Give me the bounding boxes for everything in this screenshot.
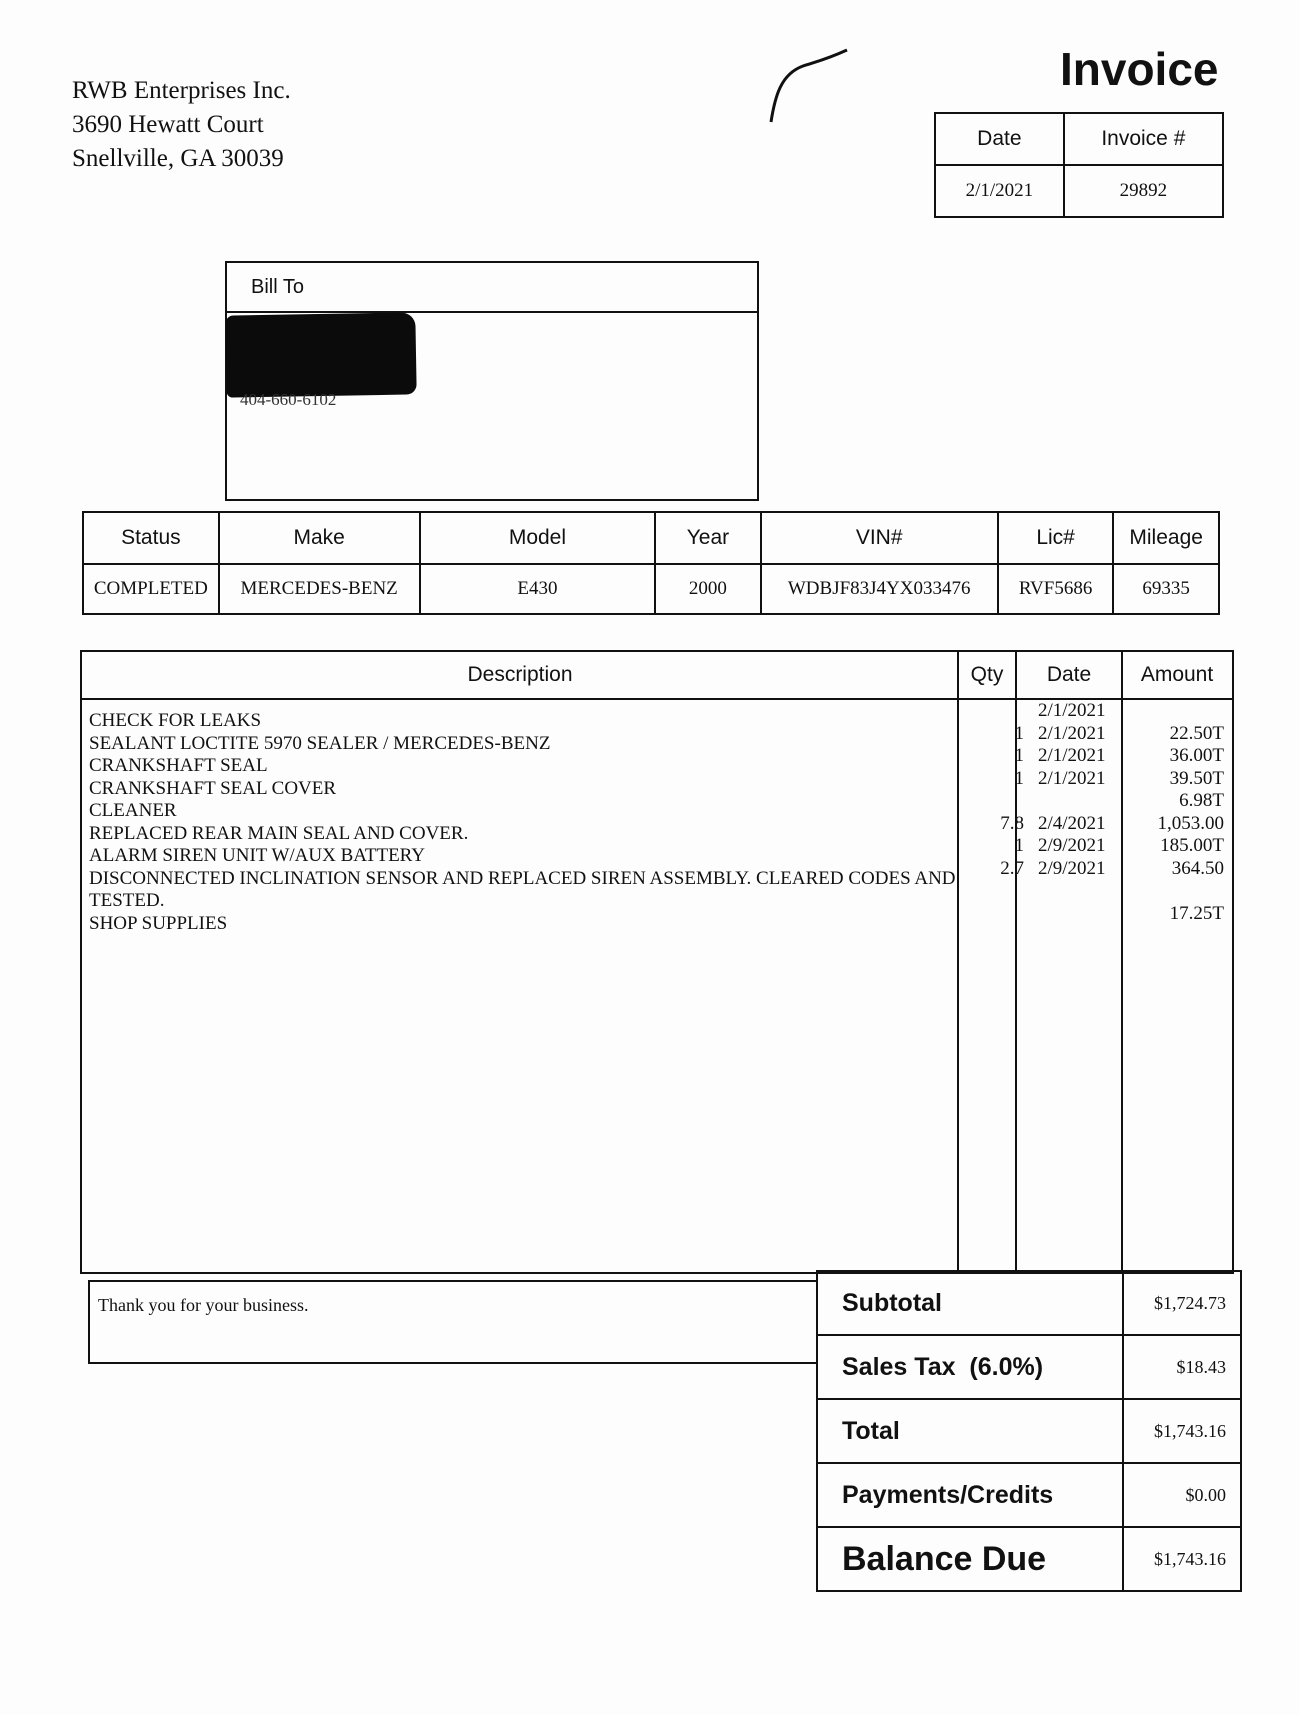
invoice-title: Invoice (1060, 43, 1219, 95)
sales-tax-label: Sales Tax (6.0%) (817, 1335, 1123, 1399)
line-item-description: DISCONNECTED INCLINATION SENSOR AND REPLACED SIREN ASSEMBLY. CLEARED CODES AND TESTED. (89, 867, 956, 911)
amount-header: Amount (1122, 652, 1232, 700)
subtotal-value: $1,724.73 (1123, 1271, 1241, 1335)
line-item-amount: 17.25T (1169, 902, 1224, 924)
bill-to-phone-fragment: 404-660-6102 (240, 390, 337, 409)
line-item-date: 2/1/2021 (1038, 700, 1106, 721)
vehicle-header: Status (83, 512, 219, 564)
vehicle-table (82, 511, 1220, 615)
vehicle-header: Model (420, 512, 656, 564)
vehicle-header: Mileage (1113, 512, 1219, 564)
line-item-date: 2/1/2021 (1038, 767, 1106, 789)
line-item-qty: 1 (1014, 722, 1024, 744)
line-item-date: 2/9/2021 (1038, 857, 1106, 879)
line-item-description: CLEANER (89, 800, 177, 821)
line-item-description: SEALANT LOCTITE 5970 SEALER / MERCEDES-BENZ (89, 732, 551, 754)
line-item-qty (958, 790, 1024, 813)
vehicle-year: 2000 (655, 564, 760, 614)
vehicle-status: COMPLETED (83, 564, 219, 614)
date-header: Date (1016, 652, 1122, 700)
description-column (89, 710, 969, 935)
payments-label: Payments/Credits (817, 1463, 1123, 1527)
line-item-amount (1132, 880, 1224, 903)
line-item-description: CRANKSHAFT SEAL (89, 755, 268, 776)
line-item-amount: 36.00T (1169, 745, 1224, 766)
balance-due-label: Balance Due (817, 1527, 1123, 1591)
line-item-description: CHECK FOR LEAKS (89, 710, 262, 731)
vehicle-vin: WDBJF83J4YX033476 (761, 564, 998, 614)
amount-column (1132, 700, 1224, 925)
qty-column (958, 700, 1024, 880)
vehicle-header: Make (219, 512, 420, 564)
line-item-amount: 364.50 (1171, 857, 1224, 879)
total-label: Total (817, 1399, 1123, 1463)
vehicle-header: VIN# (761, 512, 998, 564)
vehicle-license: RVF5686 (998, 564, 1113, 614)
line-item-qty (958, 700, 1024, 723)
invoice-meta-table (934, 112, 1224, 218)
qty-header: Qty (958, 652, 1016, 700)
line-item-qty: 1 (1014, 835, 1024, 856)
vehicle-make: MERCEDES-BENZ (219, 564, 420, 614)
thank-you-box (88, 1280, 818, 1364)
company-city: Snellville, GA 30039 (72, 145, 284, 172)
line-item-description: SHOP SUPPLIES (89, 912, 228, 934)
line-item-description: ALARM SIREN UNIT W/AUX BATTERY (89, 845, 426, 866)
redaction-mark (225, 312, 416, 397)
line-items-table (80, 650, 1234, 1274)
line-item-amount: 6.98T (1179, 790, 1224, 811)
pen-mark (765, 46, 855, 126)
vehicle-model: E430 (420, 564, 656, 614)
line-item-amount: 39.50T (1169, 767, 1224, 789)
date-header: Date (935, 113, 1064, 165)
line-item-amount: 185.00T (1160, 835, 1224, 856)
line-item-date: 2/4/2021 (1038, 812, 1106, 834)
sales-tax-value: $18.43 (1123, 1335, 1241, 1399)
total-value: $1,743.16 (1123, 1399, 1241, 1463)
totals-table (816, 1270, 1242, 1592)
line-item-description: CRANKSHAFT SEAL COVER (89, 777, 337, 799)
line-item-date: 2/1/2021 (1038, 745, 1106, 766)
vehicle-mileage: 69335 (1113, 564, 1219, 614)
thank-you-note: Thank you for your business. (98, 1295, 309, 1315)
subtotal-label: Subtotal (817, 1271, 1123, 1335)
invoice-number: 29892 (1064, 165, 1223, 217)
balance-due-value: $1,743.16 (1123, 1527, 1241, 1591)
line-item-qty: 1 (1014, 767, 1024, 789)
invoice-number-header: Invoice # (1064, 113, 1223, 165)
payments-value: $0.00 (1123, 1463, 1241, 1527)
company-address (72, 74, 291, 176)
line-item-qty: 7.8 (1000, 812, 1024, 834)
vehicle-header: Year (655, 512, 760, 564)
line-item-amount: 1,053.00 (1157, 812, 1224, 834)
line-item-date: 2/1/2021 (1038, 722, 1106, 744)
company-name: RWB Enterprises Inc. (72, 77, 291, 104)
company-street: 3690 Hewatt Court (72, 111, 264, 138)
description-header: Description (82, 652, 958, 700)
line-item-qty: 1 (1014, 745, 1024, 766)
bill-to-label: Bill To (227, 263, 757, 313)
invoice-date: 2/1/2021 (935, 165, 1064, 217)
vehicle-header: Lic# (998, 512, 1113, 564)
line-item-amount: 22.50T (1169, 722, 1224, 744)
line-item-date: 2/9/2021 (1038, 835, 1106, 856)
line-item-amount (1132, 700, 1224, 723)
line-item-qty: 2.7 (1000, 857, 1024, 879)
line-item-description: REPLACED REAR MAIN SEAL AND COVER. (89, 822, 469, 844)
